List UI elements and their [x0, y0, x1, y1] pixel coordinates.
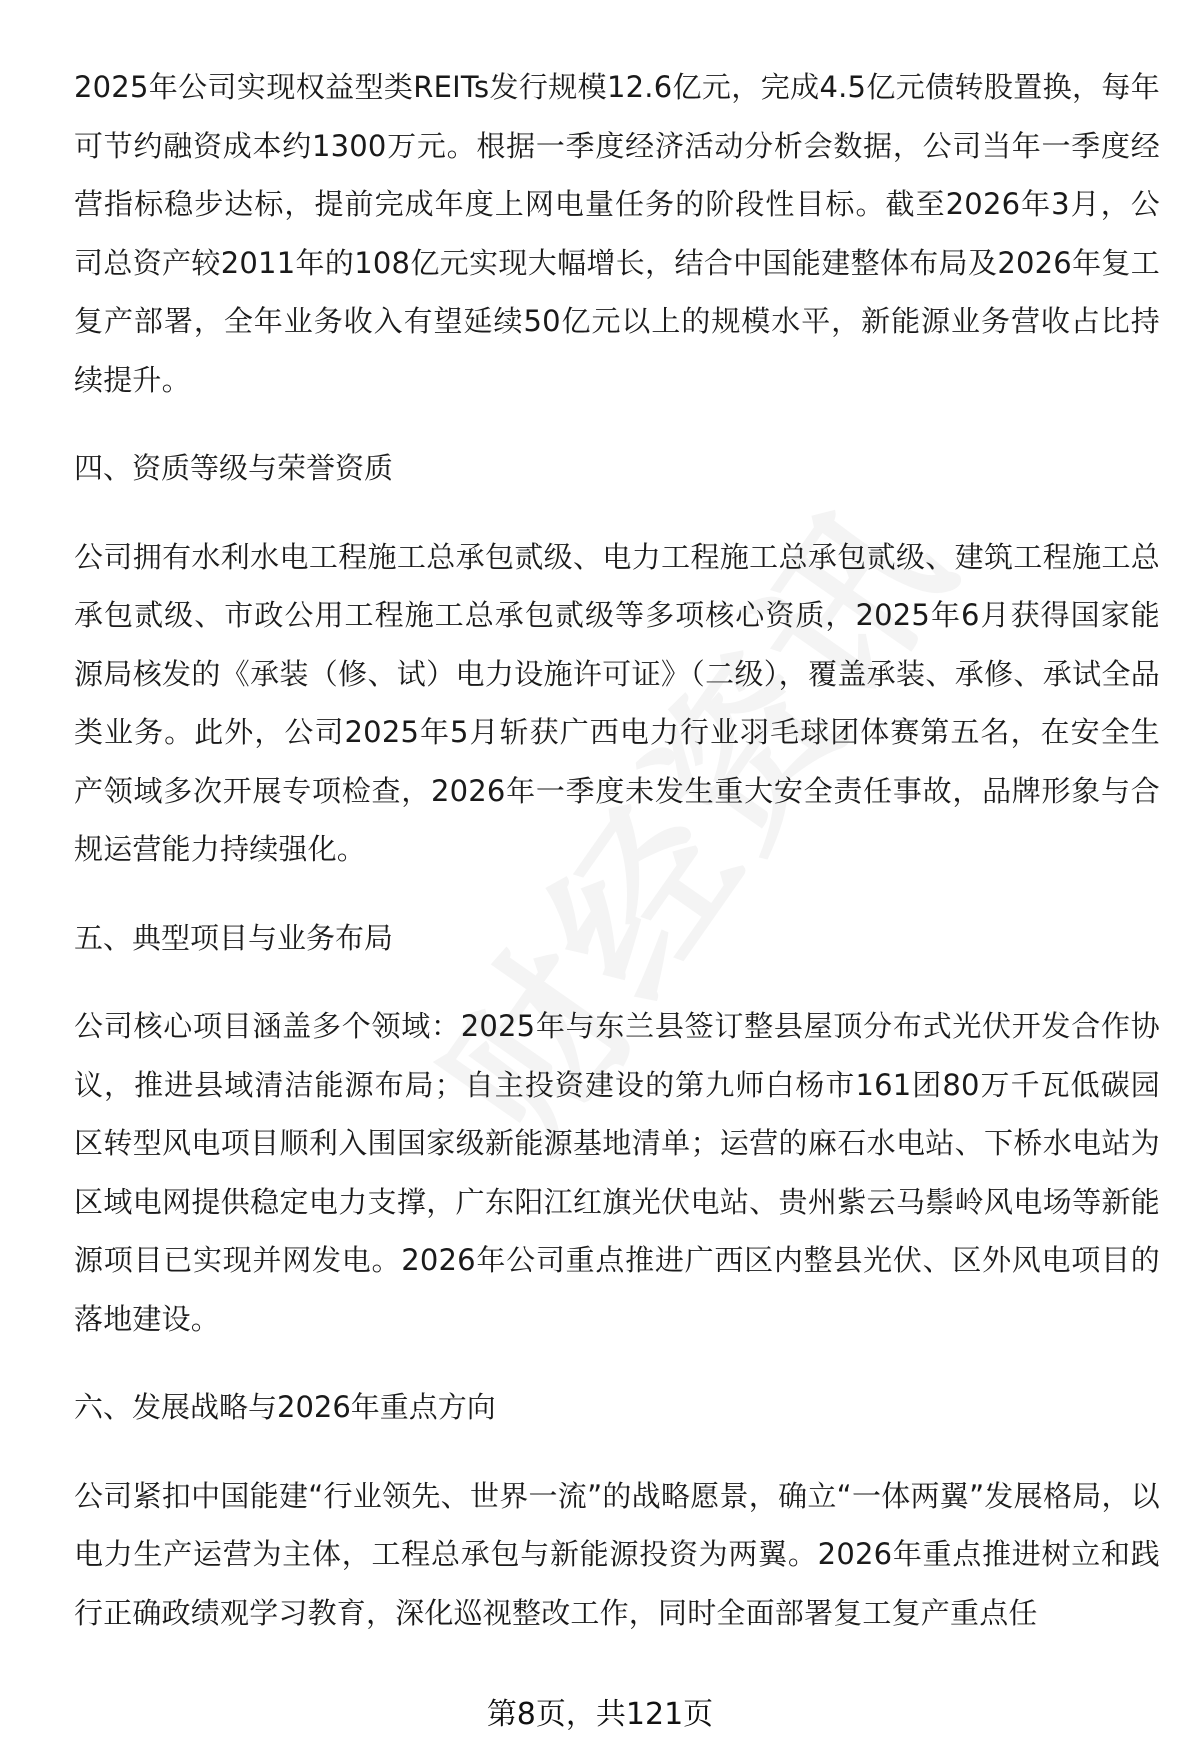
spacer [74, 1437, 1160, 1467]
page-number: 第8页，共121页 [486, 1697, 714, 1732]
spacer [74, 879, 1160, 909]
spacer [74, 1348, 1160, 1378]
paragraph-strategy: 公司紧扣中国能建“行业领先、世界一流”的战略愿景，确立“一体两翼”发展格局，以电力生产运营为主体，工程总承包与新能源投资为两翼。2026年重点推进树立和践行正确政绩观学习教育，深化巡视整改工作，同时全面部署复工复产重点任 [74, 1478, 1160, 1630]
paragraph-projects: 公司核心项目涵盖多个领域：2025年与东兰县签订整县屋顶分布式光伏开发合作协议，推进县域清洁能源布局；自主投资建设的第九师白杨市161团80万千瓦低碳园区转型风电项目顺利入围国家级新能源基地清单；运营的麻石水电站、下桥水电站为区域电网提供稳定电力支撑，广东阳江红旗光伏电站、贵州紫云马鬃岭风电场等新能源项目已实现并网发电。2026年公司重点推进广西区内整县光伏、区外风电项目的落地建设。 [74, 1009, 1160, 1336]
spacer [74, 409, 1160, 439]
spacer [74, 498, 1160, 528]
paragraph-qualifications: 公司拥有水利水电工程施工总承包贰级、电力工程施工总承包贰级、建筑工程施工总承包贰级、市政公用工程施工总承包贰级等多项核心资质，2025年6月获得国家能源局核发的《承装（修、试）电力设施许可证》（二级），覆盖承装、承修、承试全品类业务。此外，公司2025年5月斩获广西电力行业羽毛球团体赛第五名，在安全生产领域多次开展专项检查，2026年一季度未发生重大安全责任事故，品牌形象与合规运营能力持续强化。 [74, 539, 1160, 866]
spacer [74, 967, 1160, 997]
section-heading-strategy: 六、发展战略与2026年重点方向 [74, 1390, 496, 1424]
section-heading-qualifications: 四、资质等级与荣誉资质 [74, 451, 394, 485]
document-body [74, 58, 1160, 1642]
paragraph-finance: 2025年公司实现权益型类REITs发行规模12.6亿元，完成4.5亿元债转股置换，每年可节约融资成本约1300万元。根据一季度经济活动分析会数据，公司当年一季度经营指标稳步达标，提前完成年度上网电量任务的阶段性目标。截至2026年3月，公司总资产较2011年的108亿元实现大幅增长，结合中国能建整体布局及2026年复工复产部署，全年业务收入有望延续50亿元以上的规模水平，新能源业务营收占比持续提升。 [74, 70, 1160, 397]
section-heading-projects: 五、典型项目与业务布局 [74, 920, 394, 955]
